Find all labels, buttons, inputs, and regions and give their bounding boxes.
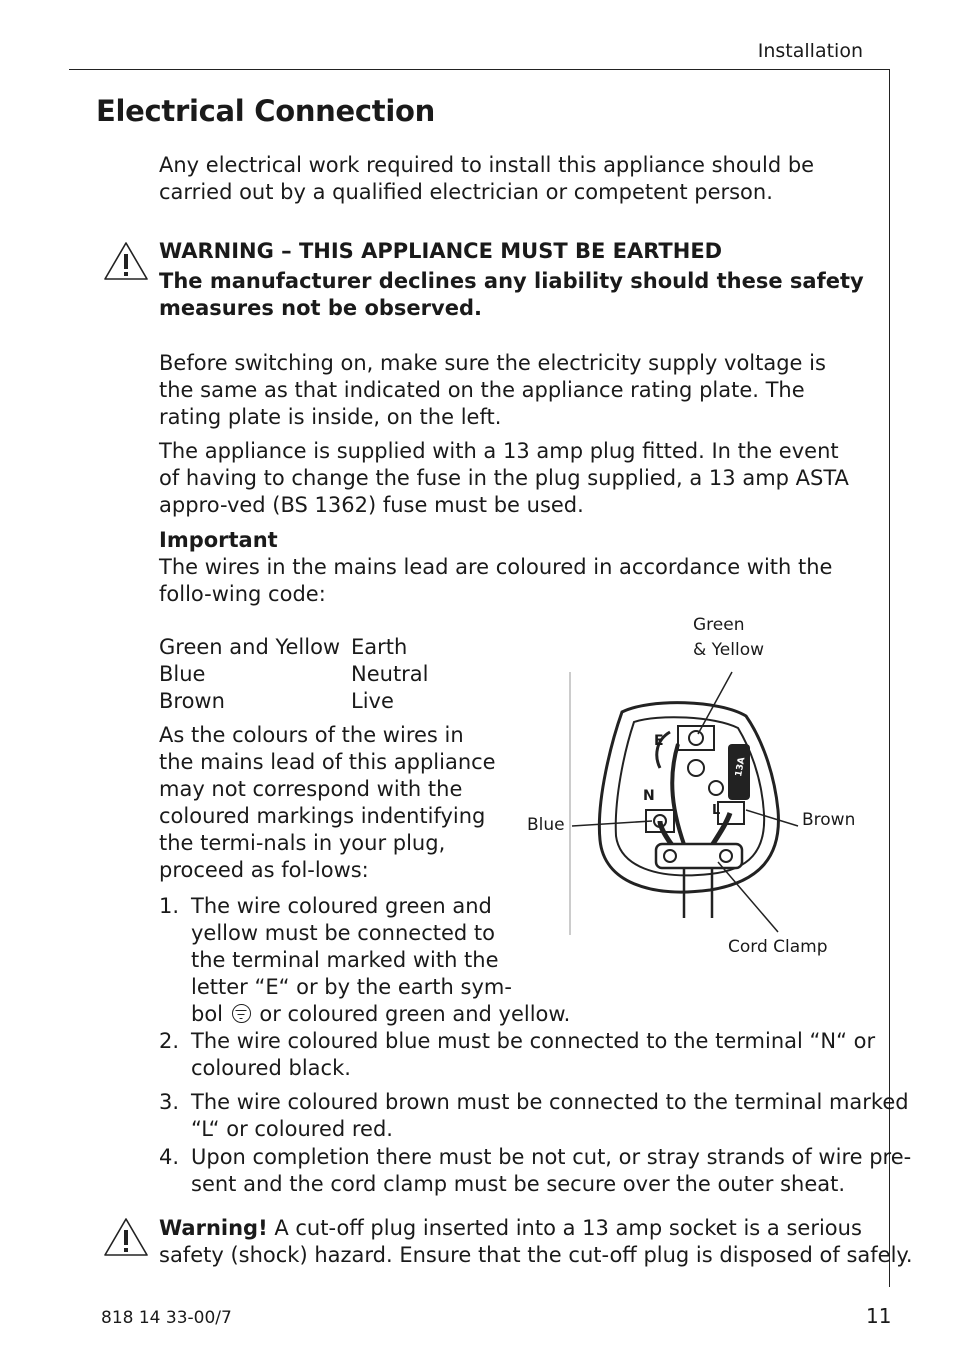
plug-wiring-diagram	[560, 660, 800, 945]
colours-paragraph: As the colours of the wires in the mains lead of this appliance may not correspond with the coloured markings indentifying the termi-nals in your plug, proceed as fol-lows:	[159, 723, 496, 882]
section-header: Installation	[757, 40, 863, 62]
earth-symbol-icon	[232, 1004, 251, 1023]
warning-triangle-icon	[103, 240, 149, 282]
step-text: or coloured green and yellow.	[259, 1002, 571, 1026]
label-cord-clamp: Cord Clamp	[728, 937, 828, 957]
list-item	[159, 1144, 912, 1200]
warning-triangle-icon	[103, 1216, 149, 1258]
wire-meaning: Earth	[351, 635, 408, 659]
warning-heading: WARNING – THIS APPLIANCE MUST BE EARTHED	[159, 239, 723, 263]
label-green: Green	[693, 615, 745, 635]
warning2-line2: safety (shock) hazard. Ensure that the cut-off plug is disposed of safely.	[159, 1243, 913, 1267]
warning2-line1	[159, 1215, 862, 1242]
step-line: yellow must be connected to	[191, 921, 495, 945]
step-line: The wire coloured blue must be connected to the terminal “N“ or	[191, 1029, 876, 1053]
wire-meaning: Neutral	[351, 662, 429, 686]
label-brown: Brown	[802, 810, 856, 830]
list-item	[159, 893, 571, 1033]
step-line: Upon completion there must be not cut, or stray strands of wire pre-	[191, 1145, 912, 1169]
step-text: bol	[191, 1002, 224, 1026]
list-item	[159, 1028, 876, 1084]
wire-colour: Blue	[159, 662, 206, 686]
label-blue: Blue	[527, 815, 565, 835]
terminal-e-label: E	[654, 733, 664, 749]
table-row	[159, 661, 429, 688]
voltage-paragraph: Before switching on, make sure the electricity supply voltage is the same as that indicated on the appliance rating plate. The rating plate is inside, on the left.	[159, 351, 826, 429]
step-line: The wire coloured brown must be connected to the terminal marked	[191, 1090, 909, 1114]
step-line	[191, 1001, 570, 1028]
warning-body: The manufacturer declines any liability should these safety measures not be observed.	[159, 269, 864, 320]
wire-colour: Brown	[159, 689, 225, 713]
table-row	[159, 634, 429, 661]
step-line: sent and the cord clamp must be secure over the outer sheat.	[191, 1172, 846, 1196]
warning2-lead: Warning!	[159, 1216, 268, 1240]
important-heading: Important	[159, 528, 278, 552]
terminal-n-label: N	[643, 788, 655, 804]
step-number: 4.	[159, 1145, 180, 1169]
document-code: 818 14 33-00/7	[101, 1308, 232, 1328]
page-title: Electrical Connection	[96, 94, 435, 128]
wire-code-table	[159, 634, 429, 715]
step-line: letter “E“ or by the earth sym-	[191, 975, 512, 999]
warning2-text: A cut-off plug inserted into a 13 amp socket is a serious	[274, 1216, 862, 1240]
intro-paragraph: Any electrical work required to install this appliance should be carried out by a qualified electrician or competent person.	[159, 153, 815, 204]
table-row	[159, 688, 429, 715]
label-green-yellow: & Yellow	[693, 640, 764, 660]
wire-meaning: Live	[351, 689, 394, 713]
step-number: 2.	[159, 1029, 180, 1053]
step-number: 3.	[159, 1090, 180, 1114]
step-line: The wire coloured green and	[191, 894, 492, 918]
wire-colour: Green and Yellow	[159, 635, 341, 659]
terminal-l-label: L	[712, 803, 721, 818]
list-item	[159, 1089, 909, 1145]
header-rule	[69, 69, 890, 70]
page-number: 11	[866, 1304, 892, 1328]
step-number: 1.	[159, 894, 180, 918]
important-body: The wires in the mains lead are coloured in accordance with the follo-wing code:	[159, 555, 833, 606]
step-line: coloured black.	[191, 1056, 351, 1080]
step-line: “L“ or coloured red.	[191, 1117, 393, 1141]
fuse-label: 13A	[734, 756, 748, 778]
step-line: the terminal marked with the	[191, 948, 499, 972]
plug-paragraph: The appliance is supplied with a 13 amp plug fitted. In the event of having to change the fuse in the plug supplied, a 13 amp ASTA appro-ved (BS 1362) fuse must be used.	[159, 439, 849, 517]
